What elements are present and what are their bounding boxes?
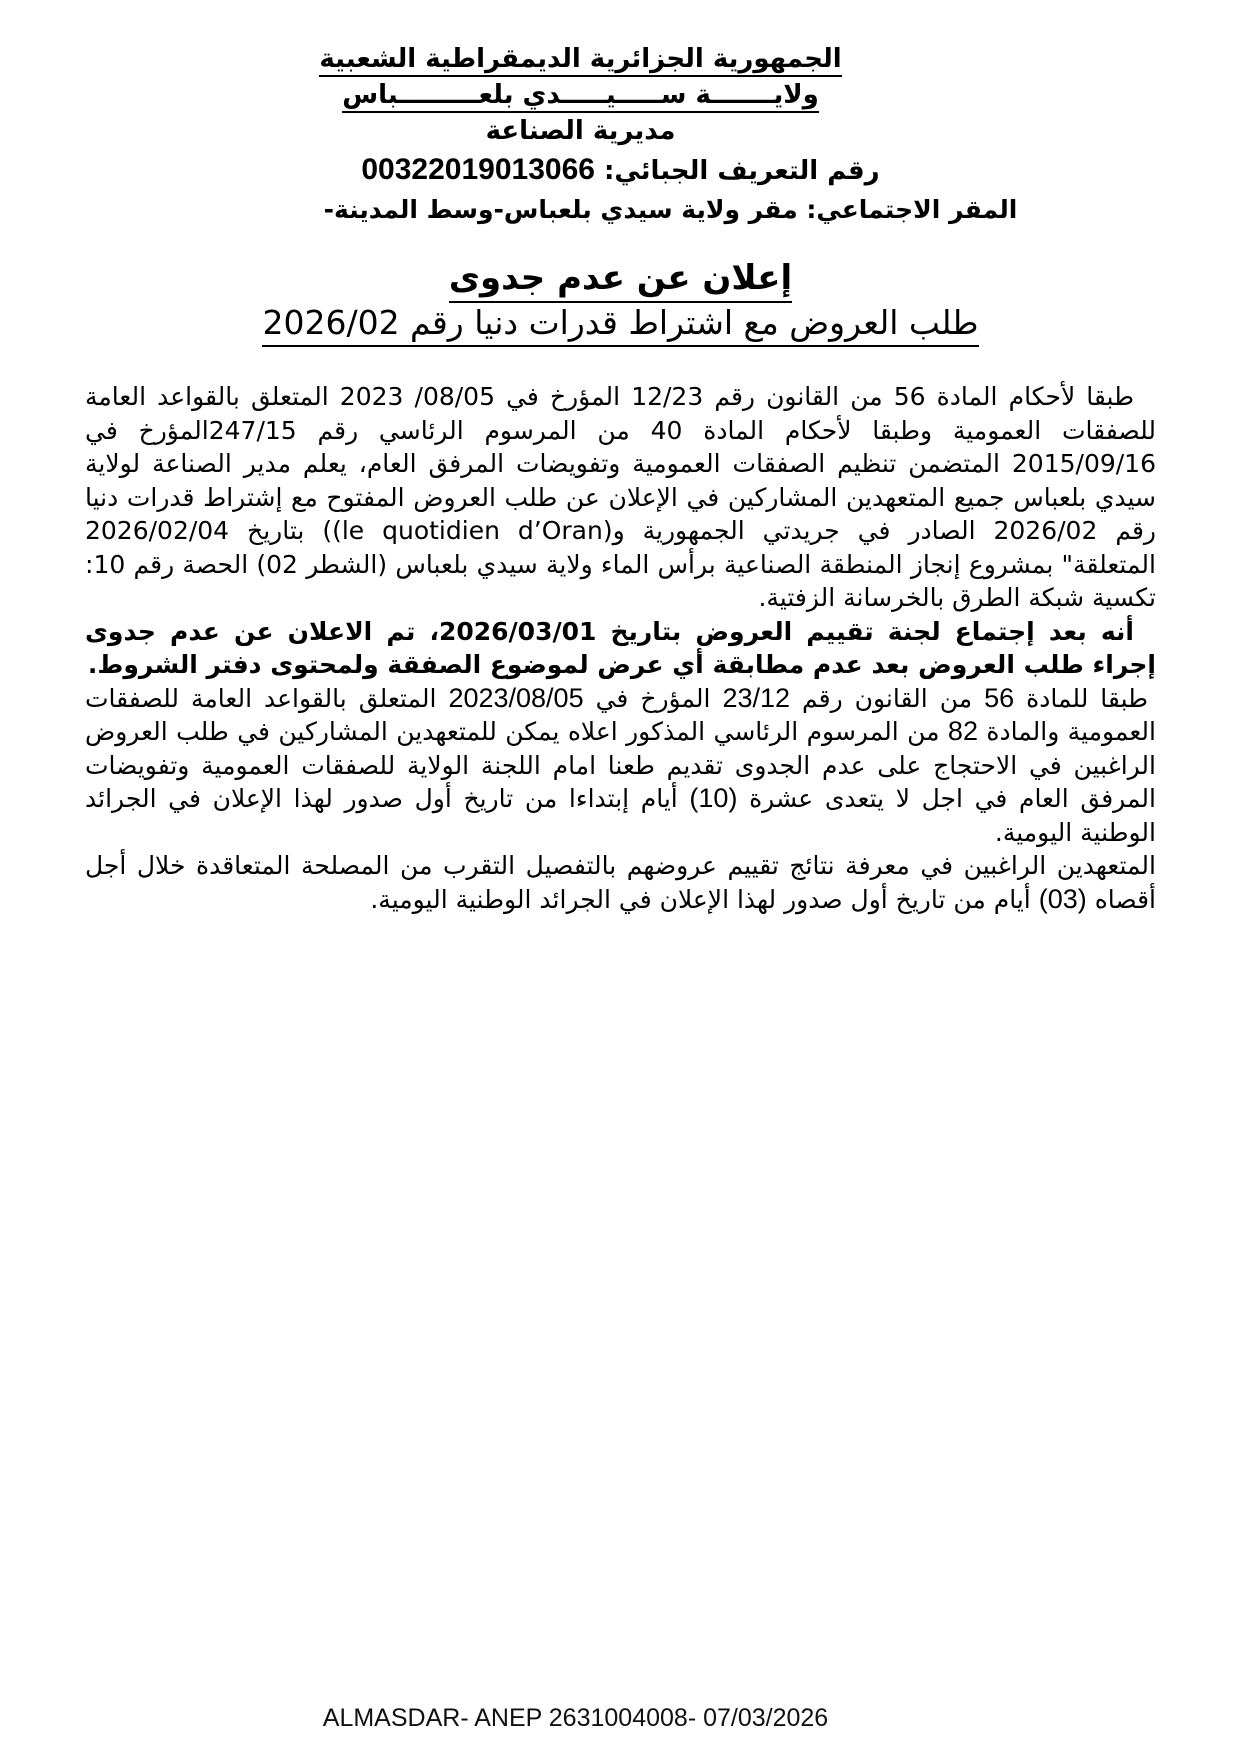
wilaya-title: ولايـــــــة ســـــيـــــدي بلعـــــــــباس <box>342 80 819 113</box>
anep-footer: ALMASDAR- ANEP 2631004008- 07/03/2026 <box>322 1704 829 1732</box>
text-run: المتعهدين الراغبين في معرفة نتائج تقييم عروضهم بالتفصيل التقرب من المصلحة المتعاقدة خلال أجل أقصاه <box>85 851 1156 914</box>
text-run: المؤرخ في <box>583 683 723 713</box>
text-run: من المرسوم الرئاسي المذكور اعلاه يمكن للمتعهدين المشاركين في طلب العروض الراغبين في الاحتجاج على عدم الجدوى تقديم طعنا امام اللجنة الولاية للصفقات العمومية وتفويضات المرفق العام في اجل لا يتعدى عشرة <box>85 717 1156 813</box>
text-run: 2023/08/05 <box>448 682 584 713</box>
text-run: طبقا للمادة <box>1014 683 1149 713</box>
text-run: 56 <box>984 682 1015 713</box>
text-run: (03) <box>1038 883 1087 914</box>
wilaya-title-line <box>45 78 1116 113</box>
paragraph-declaration: أنه بعد إجتماع لجنة تقييم العروض بتاريخ 2026/03/01، تم الاعلان عن عدم جدوى إجراء طلب العروض بعد عدم مطابقة أي عرض لموضوع الصفقة ولمحتوى دفتر الشروط. <box>85 616 1156 679</box>
republic-title-line <box>45 42 1116 77</box>
fiscal-id-label: رقم التعريف الجبائي: <box>594 156 880 186</box>
tender-subtitle: طلب العروض مع اشتراط قدرات دنيا رقم 2026/02 <box>262 303 978 347</box>
tender-subtitle-line <box>85 300 1156 346</box>
paragraph-legal-basis: طبقا لأحكام المادة 56 من القانون رقم 12/23 المؤرخ في 08/05/ 2023 المتعلق بالقواعد العامة للصفقات العمومية وطبقا لأحكام المادة 40 من المرسوم الرئاسي رقم 247/15المؤرخ في 2015/09/16 المتضمن تنظيم الصفقات العمومية وتفويضات المرفق العام، يعلم مدير الصناعة لولاية سيدي بلعباس جميع المتعهدين المشاركين في الإعلان عن طلب العروض المفتوح مع إشتراط قدرات دنيا رقم 2026/02 الصادر في جريدتي الجمهورية و(le quotidien d’Oran)) بتاريخ 2026/02/04 المتعلقة" بمشروع إنجاز المنطقة الصناعية برأس الماء ولاية سيدي بلعباس (الشطر 02) الحصة رقم 10: تكسية شبكة الطرق بالخرسانة الزفتية. <box>85 382 1156 612</box>
paragraph-results-info <box>85 849 1156 916</box>
text-run: المتعلق بالقواعد العامة للصفقات العمومية والمادة <box>85 683 1156 746</box>
text-run: 23/12 <box>722 682 791 713</box>
announcement-title: إعلان عن عدم جدوى <box>449 258 792 303</box>
text-run: (10) <box>689 783 738 813</box>
announcement-title-line <box>85 256 1156 300</box>
text-run: أيام إبتداءا من تاريخ أول صدور لهذا الإعلان في الجرائد الوطنية اليومية. <box>85 784 1156 847</box>
document-header <box>85 42 1156 228</box>
republic-title: الجمهورية الجزائرية الديمقراطية الشعبية <box>319 44 841 77</box>
text-run: 82 <box>947 716 978 746</box>
text-run: من القانون رقم <box>790 683 985 713</box>
hq-address-line: المقر الاجتماعي: مقر ولاية سيدي بلعباس-وسط المدينة- <box>323 195 1018 224</box>
announcement-titles <box>85 256 1156 346</box>
document-body <box>85 380 1156 916</box>
directorate-title: مديرية الصناعة <box>485 116 676 146</box>
fiscal-id-line <box>85 150 1156 191</box>
fiscal-id-number: 00322019013066 <box>361 153 595 186</box>
text-run: أيام من تاريخ أول صدور لهذا الإعلان في الجرائد الوطنية اليومية. <box>370 884 1039 914</box>
paragraph-appeal-rights <box>85 682 1156 850</box>
